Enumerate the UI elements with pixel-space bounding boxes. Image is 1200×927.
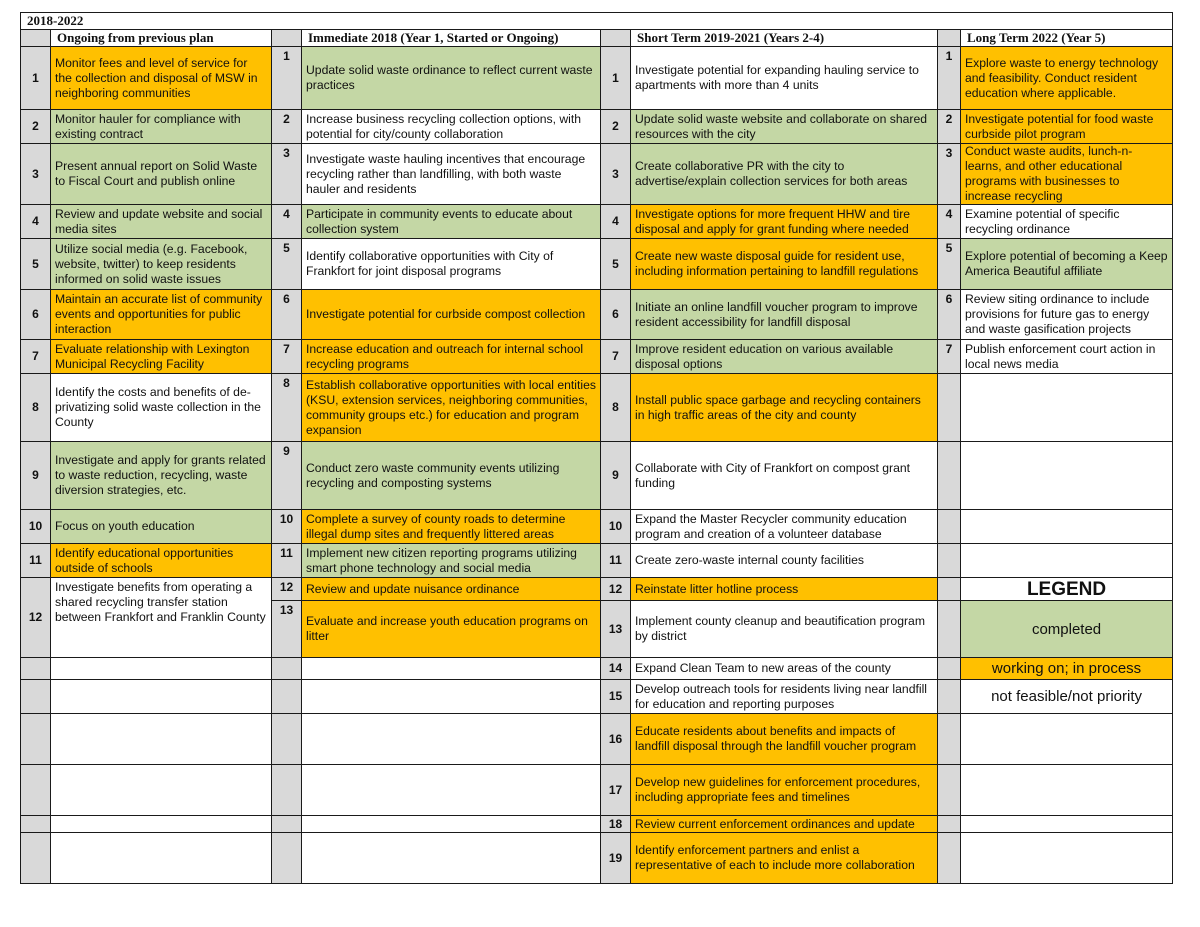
item-number: 1 [21, 47, 51, 110]
empty-cell [51, 765, 272, 816]
plan-row [21, 658, 1173, 680]
item-number: 5 [938, 239, 961, 290]
immediate-item: Update solid waste ordinance to reflect current waste practices [302, 47, 601, 110]
item-number [938, 833, 961, 884]
legend-working: working on; in process [961, 658, 1173, 680]
item-number [938, 680, 961, 714]
short-item: Investigate potential for expanding hauling service to apartments with more than 4 units [631, 47, 938, 110]
item-number: 2 [272, 110, 302, 144]
immediate-item: Implement new citizen reporting programs utilizing smart phone technology and social media [302, 544, 601, 578]
plan-row [21, 680, 1173, 714]
item-number: 6 [21, 290, 51, 340]
item-number [21, 816, 51, 833]
item-number [938, 510, 961, 544]
item-number: 13 [272, 601, 302, 658]
immediate-item: Conduct zero waste community events utilizing recycling and composting systems [302, 442, 601, 510]
immediate-item: Identify collaborative opportunities with City of Frankfort for joint disposal programs [302, 239, 601, 290]
item-number: 1 [272, 47, 302, 110]
long-item [961, 442, 1173, 510]
ongoing-item: Evaluate relationship with Lexington Municipal Recycling Facility [51, 340, 272, 374]
header-number-cell [601, 30, 631, 47]
plan-row [21, 816, 1173, 833]
short-item: Develop outreach tools for residents living near landfill for education and reporting purposes [631, 680, 938, 714]
empty-cell [961, 714, 1173, 765]
plan-table [20, 12, 1173, 884]
short-item: Improve resident education on various available disposal options [631, 340, 938, 374]
item-number: 12 [272, 578, 302, 601]
short-item: Investigate options for more frequent HHW and tire disposal and apply for grant funding where needed [631, 205, 938, 239]
long-item: Publish enforcement court action in local news media [961, 340, 1173, 374]
empty-cell [961, 833, 1173, 884]
header-number-cell [21, 30, 51, 47]
header-number-cell [272, 30, 302, 47]
item-number [938, 374, 961, 442]
item-number: 10 [601, 510, 631, 544]
ongoing-item: Focus on youth education [51, 510, 272, 544]
ongoing-item: Monitor fees and level of service for the collection and disposal of MSW in neighboring communities [51, 47, 272, 110]
item-number [938, 442, 961, 510]
period-row [21, 13, 1173, 30]
legend-title: LEGEND [961, 578, 1173, 601]
empty-cell [302, 816, 601, 833]
long-item [961, 374, 1173, 442]
plan-row [21, 374, 1173, 442]
plan-row [21, 239, 1173, 290]
plan-row [21, 578, 1173, 601]
item-number: 7 [272, 340, 302, 374]
empty-cell [961, 816, 1173, 833]
item-number: 19 [601, 833, 631, 884]
immediate-item: Establish collaborative opportunities with local entities (KSU, extension services, neighboring communities, community groups etc.) for education and program expansion [302, 374, 601, 442]
short-item: Expand the Master Recycler community education program and creation of a volunteer database [631, 510, 938, 544]
item-number: 11 [272, 544, 302, 578]
item-number: 10 [272, 510, 302, 544]
item-number: 6 [938, 290, 961, 340]
immediate-item: Participate in community events to educate about collection system [302, 205, 601, 239]
plan-row [21, 765, 1173, 816]
short-item: Create new waste disposal guide for resident use, including information pertaining to landfill regulations [631, 239, 938, 290]
item-number [938, 816, 961, 833]
item-number: 6 [272, 290, 302, 340]
item-number: 14 [601, 658, 631, 680]
plan-row [21, 510, 1173, 544]
short-item: Update solid waste website and collaborate on shared resources with the city [631, 110, 938, 144]
item-number [272, 714, 302, 765]
long-item: Examine potential of specific recycling ordinance [961, 205, 1173, 239]
item-number [938, 601, 961, 658]
immediate-item: Increase education and outreach for internal school recycling programs [302, 340, 601, 374]
long-item: Investigate potential for food waste curbside pilot program [961, 110, 1173, 144]
ongoing-item: Investigate and apply for grants related to waste reduction, recycling, waste diversion strategies, etc. [51, 442, 272, 510]
long-item: Conduct waste audits, lunch-n-learns, and other educational programs with businesses to increase recycling [961, 144, 1173, 205]
column-header-row [21, 30, 1173, 47]
plan-row [21, 290, 1173, 340]
item-number: 4 [938, 205, 961, 239]
item-number: 8 [272, 374, 302, 442]
plan-row [21, 833, 1173, 884]
immediate-item: Investigate potential for curbside compost collection [302, 290, 601, 340]
item-number: 17 [601, 765, 631, 816]
item-number: 3 [21, 144, 51, 205]
item-number: 11 [601, 544, 631, 578]
item-number: 15 [601, 680, 631, 714]
item-number: 5 [601, 239, 631, 290]
empty-cell [302, 714, 601, 765]
empty-cell [302, 765, 601, 816]
long-item: Review siting ordinance to include provisions for future gas to energy and waste gasification projects [961, 290, 1173, 340]
item-number [938, 658, 961, 680]
short-item: Create zero-waste internal county facilities [631, 544, 938, 578]
ongoing-item: Maintain an accurate list of community events and opportunities for public interaction [51, 290, 272, 340]
legend-not-feasible: not feasible/not priority [961, 680, 1173, 714]
item-number [938, 578, 961, 601]
item-number: 2 [938, 110, 961, 144]
item-number [21, 833, 51, 884]
item-number [21, 765, 51, 816]
empty-cell [51, 658, 272, 680]
empty-cell [302, 680, 601, 714]
plan-row [21, 110, 1173, 144]
ongoing-item: Identify the costs and benefits of de-privatizing solid waste collection in the County [51, 374, 272, 442]
item-number: 3 [272, 144, 302, 205]
item-number [21, 714, 51, 765]
plan-row [21, 340, 1173, 374]
empty-cell [51, 714, 272, 765]
item-number: 10 [21, 510, 51, 544]
item-number: 8 [601, 374, 631, 442]
item-number [272, 833, 302, 884]
item-number: 2 [21, 110, 51, 144]
long-item: Explore potential of becoming a Keep America Beautiful affiliate [961, 239, 1173, 290]
long-item: Explore waste to energy technology and feasibility. Conduct resident education where applicable. [961, 47, 1173, 110]
empty-cell [302, 833, 601, 884]
empty-cell [51, 816, 272, 833]
empty-cell [51, 680, 272, 714]
short-item: Expand Clean Team to new areas of the county [631, 658, 938, 680]
item-number: 4 [21, 205, 51, 239]
item-number: 6 [601, 290, 631, 340]
item-number: 1 [938, 47, 961, 110]
period-title: 2018-2022 [21, 13, 1173, 30]
plan-row [21, 544, 1173, 578]
header-long-term: Long Term 2022 (Year 5) [961, 30, 1173, 47]
plan-table-body [21, 13, 1173, 884]
empty-cell [51, 833, 272, 884]
short-item: Educate residents about benefits and impacts of landfill disposal through the landfill voucher program [631, 714, 938, 765]
item-number: 7 [21, 340, 51, 374]
item-number: 13 [601, 601, 631, 658]
item-number: 3 [601, 144, 631, 205]
short-item: Reinstate litter hotline process [631, 578, 938, 601]
item-number: 4 [601, 205, 631, 239]
ongoing-item: Monitor hauler for compliance with existing contract [51, 110, 272, 144]
short-item: Develop new guidelines for enforcement procedures, including appropriate fees and timelines [631, 765, 938, 816]
item-number [938, 544, 961, 578]
short-item: Create collaborative PR with the city to advertise/explain collection services for both areas [631, 144, 938, 205]
plan-row [21, 144, 1173, 205]
item-number: 12 [601, 578, 631, 601]
ongoing-item: Review and update website and social media sites [51, 205, 272, 239]
item-number: 12 [21, 578, 51, 658]
immediate-item: Complete a survey of county roads to determine illegal dump sites and frequently littered areas [302, 510, 601, 544]
short-item: Collaborate with City of Frankfort on compost grant funding [631, 442, 938, 510]
ongoing-item: Identify educational opportunities outside of schools [51, 544, 272, 578]
item-number: 9 [272, 442, 302, 510]
item-number [938, 765, 961, 816]
short-item: Implement county cleanup and beautification program by district [631, 601, 938, 658]
immediate-item: Investigate waste hauling incentives that encourage recycling rather than landfilling, with both waste hauler and residents [302, 144, 601, 205]
ongoing-item: Utilize social media (e.g. Facebook, website, twitter) to keep residents informed on solid waste issues [51, 239, 272, 290]
item-number: 7 [601, 340, 631, 374]
header-immediate: Immediate 2018 (Year 1, Started or Ongoing) [302, 30, 601, 47]
item-number: 9 [601, 442, 631, 510]
header-number-cell [938, 30, 961, 47]
short-item: Install public space garbage and recycling containers in high traffic areas of the city and county [631, 374, 938, 442]
empty-cell [961, 765, 1173, 816]
item-number: 4 [272, 205, 302, 239]
immediate-item: Evaluate and increase youth education programs on litter [302, 601, 601, 658]
item-number: 18 [601, 816, 631, 833]
item-number: 2 [601, 110, 631, 144]
header-short-term: Short Term 2019-2021 (Years 2-4) [631, 30, 938, 47]
short-item: Identify enforcement partners and enlist a representative of each to include more collaboration [631, 833, 938, 884]
empty-cell [302, 658, 601, 680]
item-number: 5 [21, 239, 51, 290]
item-number: 7 [938, 340, 961, 374]
item-number [272, 765, 302, 816]
header-ongoing: Ongoing from previous plan [51, 30, 272, 47]
plan-row [21, 442, 1173, 510]
item-number [938, 714, 961, 765]
short-item: Initiate an online landfill voucher program to improve resident accessibility for landfill disposal [631, 290, 938, 340]
long-item [961, 510, 1173, 544]
item-number [21, 658, 51, 680]
plan-row [21, 47, 1173, 110]
long-item [961, 544, 1173, 578]
item-number: 5 [272, 239, 302, 290]
item-number [272, 658, 302, 680]
item-number: 8 [21, 374, 51, 442]
item-number: 11 [21, 544, 51, 578]
immediate-item: Increase business recycling collection options, with potential for city/county collaboration [302, 110, 601, 144]
item-number: 9 [21, 442, 51, 510]
short-item: Review current enforcement ordinances and update [631, 816, 938, 833]
item-number [272, 680, 302, 714]
ongoing-item: Investigate benefits from operating a shared recycling transfer station between Frankfort and Franklin County [51, 578, 272, 658]
item-number: 1 [601, 47, 631, 110]
ongoing-item: Present annual report on Solid Waste to Fiscal Court and publish online [51, 144, 272, 205]
item-number [272, 816, 302, 833]
item-number [21, 680, 51, 714]
item-number: 3 [938, 144, 961, 205]
immediate-item: Review and update nuisance ordinance [302, 578, 601, 601]
plan-row [21, 205, 1173, 239]
legend-completed: completed [961, 601, 1173, 658]
item-number: 16 [601, 714, 631, 765]
plan-row [21, 714, 1173, 765]
